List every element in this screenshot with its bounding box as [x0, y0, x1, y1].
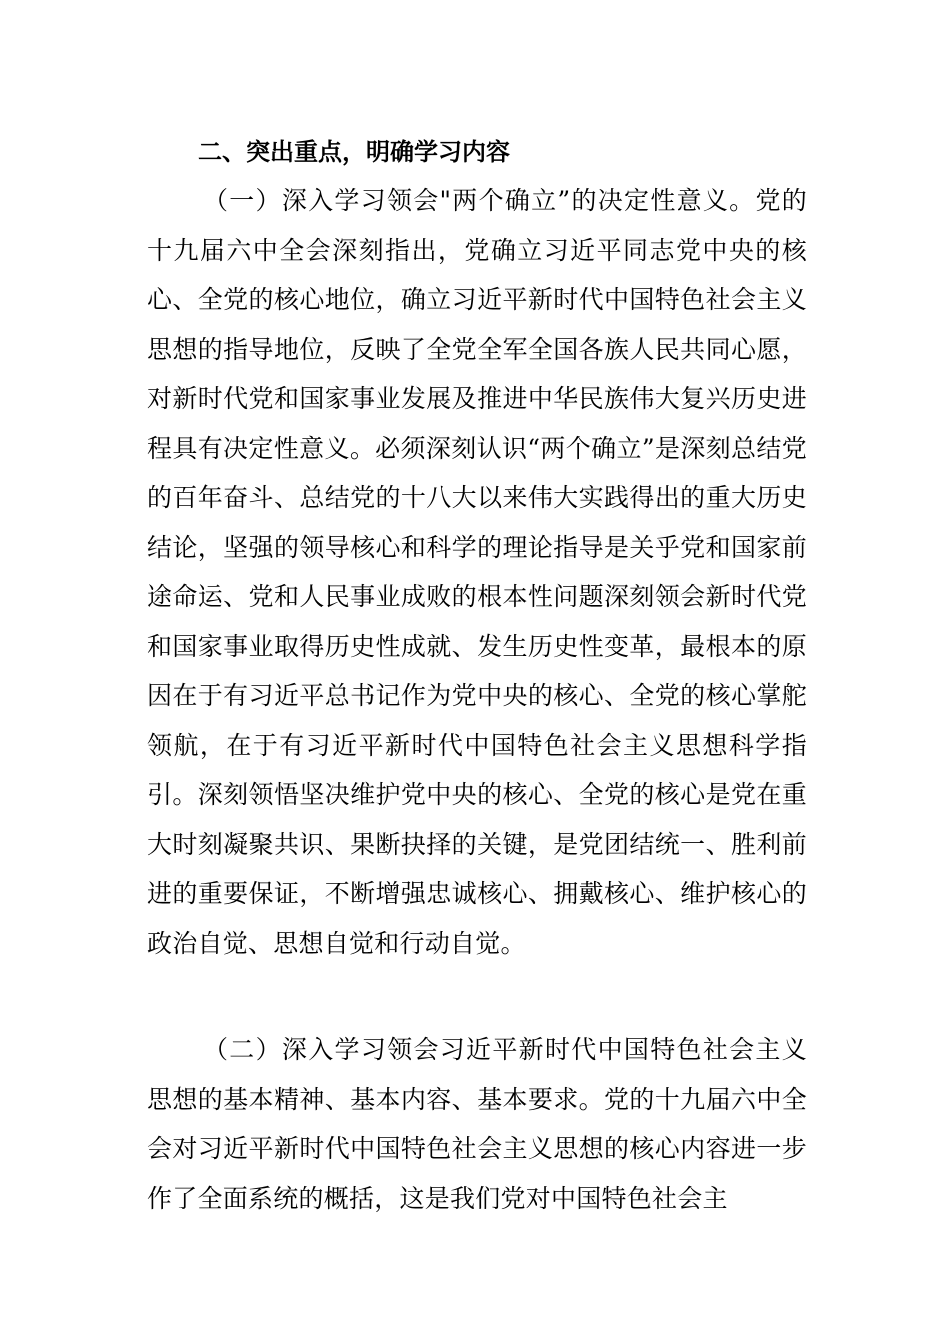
section-heading: 二、突出重点，明确学习内容 [198, 138, 510, 166]
paragraph-one: （一）深入学习领会"两个确立”的决定性意义。党的十九届六中全会深刻指出，党确立习近平同志党中央的核心、全党的核心地位，确立习近平新时代中国特色社会主义思想的指导地位，反映了全党全军全国各族人民共同心愿，对新时代党和国家事业发展及推进中华民族伟大复兴历史进程具有决定性意义。必须深刻认识“两个确立”是深刻总结党的百年奋斗、总结党的十八大以来伟大实践得出的重大历史结论，坚强的领导核心和科学的理论指导是关乎党和国家前途命运、党和人民事业成败的根本性问题深刻领会新时代党和国家事业取得历史性成就、发生历史性变革，最根本的原因在于有习近平总书记作为党中央的核心、全党的核心掌舵领航，在于有习近平新时代中国特色社会主义思想科学指引。深刻领悟坚决维护党中央的核心、全党的核心是党在重大时刻凝聚共识、果断抉择的关键，是党团结统一、胜利前进的重要保证，不断增强忠诚核心、拥戴核心、维护核心的政治自觉、思想自觉和行动自觉。 [147, 186, 807, 958]
paragraph-two: （二）深入学习领会习近平新时代中国特色社会主义思想的基本精神、基本内容、基本要求。党的十九届六中全会对习近平新时代中国特色社会主义思想的核心内容进一步作了全面系统的概括，这是我们党对中国特色社会主 [147, 1035, 807, 1213]
